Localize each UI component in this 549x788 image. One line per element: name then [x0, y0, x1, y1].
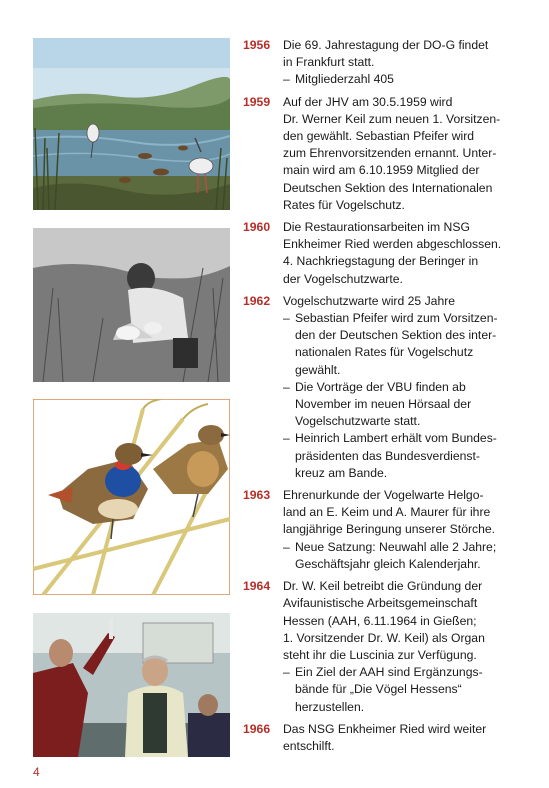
entry-year: 1963 [243, 488, 271, 503]
entry-text-line: Auf der JHV am 30.5.1959 wird [283, 94, 453, 109]
entry-body [283, 293, 528, 482]
entry-year: 1966 [243, 721, 271, 736]
timeline-entry [243, 94, 528, 214]
entry-body [283, 94, 528, 214]
entry-text-line: entschilft. [283, 738, 335, 753]
entry-year: 1959 [243, 94, 271, 109]
entry-text-line: Die 69. Jahrestagung der DO-G findet [283, 38, 489, 52]
bullet-text [295, 71, 528, 88]
entry-text-line: Das NSG Enkheimer Ried wird weiter [283, 721, 487, 736]
bullet-text-line: Geschäftsjahr gleich Kalenderjahr. [295, 556, 481, 571]
entry-text-line: Dr. Werner Keil zum neuen 1. Vorsitzen- [283, 111, 501, 126]
entry-text-line: main wird am 6.10.1959 Mitglied der [283, 163, 480, 178]
entry-text-line: Avifaunistische Arbeitsgemeinschaft [283, 596, 478, 611]
bullet-text-line: November im neuen Hörsaal der [295, 397, 472, 412]
entry-text-line: der Vogelschutzwarte. [283, 271, 403, 286]
bullet-text-line: den der Deutschen Sektion des inter- [295, 328, 497, 343]
entry-text-line: 1. Vorsitzender Dr. W. Keil) als Organ [283, 630, 485, 645]
entry-year: 1964 [243, 579, 271, 594]
bullet-text [295, 379, 528, 431]
timeline-entry [243, 721, 528, 755]
entry-text-line: Die Restaurationsarbeiten im NSG [283, 220, 470, 235]
entry-body [283, 219, 528, 288]
entry-year: 1960 [243, 220, 271, 235]
timeline-entry [243, 219, 528, 288]
bullet-text-line: gewählt. [295, 362, 341, 377]
bullet-dash: – [283, 311, 290, 326]
entry-text-line: Rates für Vogelschutz. [283, 197, 405, 212]
bird-ringing-photo [33, 228, 230, 382]
entry-text-line: Vogelschutzwarte wird 25 Jahre [283, 293, 456, 308]
entry-year: 1962 [243, 293, 271, 308]
bullet-dash: – [283, 379, 290, 394]
bluethroat-illustration [33, 399, 230, 595]
bullet-text-line: bände für „Die Vögel Hessens“ [295, 682, 462, 697]
entry-text-line: zum Ehrenvorsitzenden ernannt. Unter- [283, 146, 497, 161]
meeting-photo [33, 613, 230, 757]
bullet-dash: – [283, 72, 290, 87]
entry-bullet [283, 664, 528, 716]
bullet-text [295, 430, 528, 482]
entry-bullet [283, 430, 528, 482]
bullet-dash: – [283, 665, 290, 680]
wetland-painting [33, 38, 230, 210]
page-number: 4 [33, 765, 40, 779]
bullet-text-line: kreuz am Bande. [295, 465, 388, 480]
bullet-dash: – [283, 431, 290, 446]
entry-body [283, 37, 528, 89]
entry-body [283, 487, 528, 573]
bullet-text-line: Neue Satzung: Neuwahl alle 2 Jahre; [295, 539, 497, 554]
entry-text-line: steht ihr die Luscinia zur Verfügung. [283, 647, 477, 662]
entry-text-line: Ehrenurkunde der Vogelwarte Helgo- [283, 488, 484, 503]
entry-bullet [283, 71, 528, 88]
bullet-text-line: Mitgliederzahl 405 [295, 72, 394, 87]
entry-bullet [283, 310, 528, 379]
entry-text-line: Hessen (AAH, 6.11.1964 in Gießen; [283, 613, 477, 628]
entry-body [283, 721, 528, 755]
entry-text-line: den gewählt. Sebastian Pfeifer wird [283, 129, 475, 144]
entry-text-line: 4. Nachkriegstagung der Beringer in [283, 254, 479, 269]
entry-text-line: in Frankfurt statt. [283, 55, 375, 70]
bullet-text [295, 310, 528, 379]
timeline-entry [243, 293, 528, 482]
bullet-text-line: präsidenten das Bundesverdienst- [295, 448, 480, 463]
bullet-text-line: Die Vorträge der VBU finden ab [295, 379, 466, 394]
entry-text-line: land an E. Keim und A. Maurer für ihre [283, 505, 491, 520]
entry-bullet [283, 379, 528, 431]
timeline-entry [243, 37, 528, 89]
bullet-text-line: Vogelschutzwarte statt. [295, 414, 421, 429]
bullet-text [295, 539, 528, 573]
bullet-text-line: Sebastian Pfeifer wird zum Vorsitzen- [295, 311, 498, 326]
entry-text-line: Enkheimer Ried werden abgeschlossen. [283, 237, 502, 252]
entry-year: 1956 [243, 38, 271, 52]
bullet-text [295, 664, 528, 716]
bullet-text-line: nationalen Rates für Vogelschutz [295, 345, 474, 360]
bullet-text-line: herzustellen. [295, 699, 365, 714]
bullet-text-line: Ein Ziel der AAH sind Ergänzungs- [295, 665, 483, 680]
entry-text-line: Dr. W. Keil betreibt die Gründung der [283, 579, 483, 594]
entry-body [283, 578, 528, 716]
timeline [243, 37, 528, 760]
bullet-dash: – [283, 539, 290, 554]
timeline-entry [243, 487, 528, 573]
bullet-text-line: Heinrich Lambert erhält vom Bundes- [295, 431, 497, 446]
timeline-entry [243, 578, 528, 716]
entry-text-line: langjährige Beringung unserer Störche. [283, 522, 496, 537]
entry-bullet [283, 539, 528, 573]
entry-text-line: Deutschen Sektion des Internationalen [283, 180, 493, 195]
